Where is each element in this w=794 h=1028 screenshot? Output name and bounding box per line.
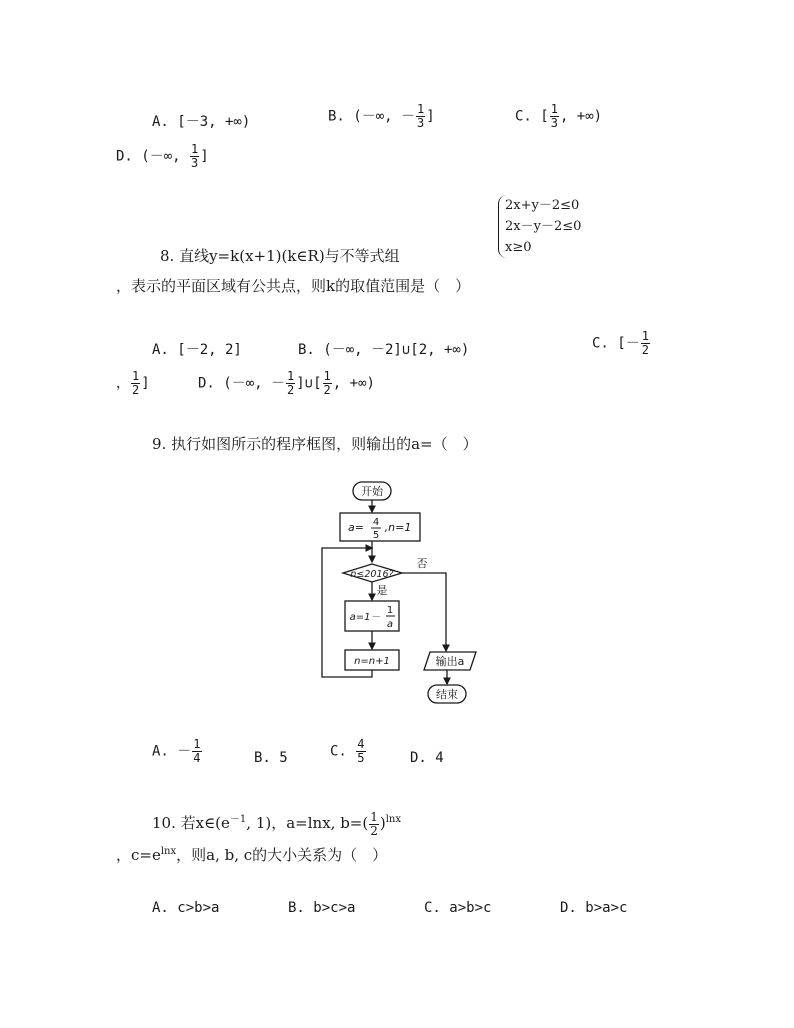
q7-option-c: C. [ $\frac{1}{3}$ , +∞) <box>515 102 603 130</box>
flow-init-a: a= <box>348 521 364 534</box>
q8-stem: 8. 直线y=k(x+1)(k∈R)与不等式组 <box>160 247 400 265</box>
q9-option-d: D. 4 <box>410 750 444 766</box>
q9-option-a: A. － $\frac{1}{4}$ <box>152 737 201 765</box>
flow-yes-label: 是 <box>376 584 388 597</box>
inequality-system <box>498 195 581 258</box>
flow-increment-label: n=n+1 <box>354 656 390 667</box>
flow-decision-label: n≤2016? <box>350 569 394 580</box>
fraction: $\frac{1}{4}$ <box>193 737 201 765</box>
q8-stem-continued: ，表示的平面区域有公共点，则k的取值范围是（ ） <box>116 277 471 295</box>
fraction: $\frac{1}{2}$ <box>370 809 378 838</box>
inequality-2: 2x－y－2≤0 <box>505 219 582 234</box>
fraction: $\frac{1}{2}$ <box>287 369 295 397</box>
fraction: $\frac{1}{3}$ <box>191 142 199 170</box>
fraction: $\frac{1}{2}$ <box>641 329 649 357</box>
fraction: $\frac{4}{5}$ <box>357 737 365 765</box>
inequality-3: x≥0 <box>505 240 532 255</box>
q10-option-a: A. c>b>a <box>152 900 220 916</box>
q10-stem: 10. 若$x\in(e^{-1}$, 1)，a=lnx, b=( $\frac{1}{2}$ )$^{lnx}$ <box>152 809 402 838</box>
q10-option-d: D. b>a>c <box>560 900 628 916</box>
flow-init-num: 4 <box>372 517 380 528</box>
flow-init-n: ,n=1 <box>384 521 412 534</box>
q9-option-c: C. $\frac{4}{5}$ <box>330 737 365 765</box>
q10-option-c: C. a>b>c <box>424 900 492 916</box>
flow-update-num: 1 <box>386 605 394 616</box>
q10-stem-continued: ，$c=e^{lnx}$，则a, b, c的大小关系为（ ） <box>116 846 388 864</box>
q7-option-b: B. (－∞, － $\frac{1}{3}$ ] <box>328 102 435 130</box>
q7-option-a: A. [－3, +∞) <box>152 114 251 130</box>
flow-update-den: a <box>386 619 394 630</box>
q8-option-a: A. [－2, 2] <box>152 342 242 358</box>
fraction: $\frac{1}{3}$ <box>417 102 425 130</box>
fraction: $\frac{1}{3}$ <box>550 102 558 130</box>
q8-option-b: B. (－∞, －2]∪[2, +∞) <box>298 342 470 358</box>
flow-output-label: 输出a <box>435 655 465 668</box>
flowchart <box>310 476 490 708</box>
q9-stem: 9. 执行如图所示的程序框图，则输出的a=（ ） <box>152 435 478 453</box>
flow-update-a: a=1－ <box>349 612 381 623</box>
q7-option-d: D. (－∞, $\frac{1}{3}$ ] <box>116 142 209 170</box>
q10-option-b: B. b>c>a <box>288 900 356 916</box>
q8-option-c-continued: ， $\frac{1}{2}$ ] <box>116 369 150 397</box>
q9-option-b: B. 5 <box>254 750 288 766</box>
flow-end-label: 结束 <box>436 688 458 701</box>
fraction: $\frac{1}{2}$ <box>132 369 140 397</box>
flow-no-line <box>402 573 446 651</box>
q8-option-d: D. (－∞, － $\frac{1}{2}$ ]∪[ $\frac{1}{2}$ , +∞) <box>198 369 375 397</box>
q8-option-c: C. [－ $\frac{1}{2}$ <box>592 329 649 357</box>
flow-start-label: 开始 <box>361 485 383 498</box>
inequality-1: 2x+y－2≤0 <box>505 198 580 213</box>
flow-no-label: 否 <box>416 557 428 570</box>
fraction: $\frac{1}{2}$ <box>323 369 331 397</box>
flow-init-den: 5 <box>372 530 380 541</box>
